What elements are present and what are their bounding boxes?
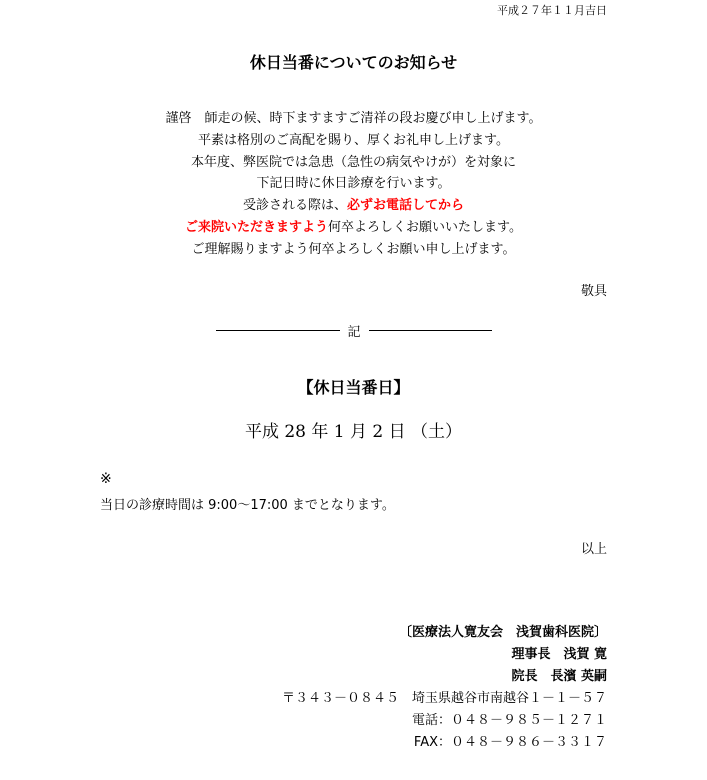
note-mark: ※ [100, 471, 112, 487]
separator-line-right [369, 330, 493, 331]
notice-date: 平成２７年１１月吉日 [497, 4, 607, 17]
emphasis-visit: ご来院いただきますよう [185, 219, 329, 235]
body-line-2: 平素は格別のご高配を賜り、厚くお礼申し上げます。 [198, 132, 509, 148]
holiday-date: 平成 28 年 1 月 2 日 （土） [244, 422, 463, 442]
body-line-4: 下記日時に休日診療を行います。 [256, 176, 451, 192]
note-text: 当日の診療時間は 9:00～17:00 までとなります。 [100, 498, 395, 513]
body-line-5 [0, 195, 707, 217]
body-line-6 [0, 217, 707, 239]
director-name: 院長 長濱 英嗣 [511, 669, 607, 684]
greeting-line: 謹啓 師走の候、時下ますますご清祥の段お慶び申し上げます。 [165, 111, 542, 126]
ki-separator [216, 320, 492, 340]
body-line-3: 本年度、弊医院では急患（急性の病気やけが）を対象に [190, 154, 516, 170]
body-line-5-prefix: 受診される際は、 [242, 198, 347, 214]
body-line-6-suffix: 何卒よろしくお願いいたします。 [328, 219, 522, 235]
notice-title: 休日当番についてのお知らせ [249, 53, 458, 72]
emphasis-call-first: 必ずお電話してから [347, 198, 465, 214]
clinic-address: 〒３４３－０８４５ 埼玉県越谷市南越谷１－１－５７ [281, 691, 607, 706]
clinic-phone: 電話：０４８－９８５－１２７１ [411, 713, 607, 728]
ki-label: 記 [347, 324, 361, 340]
closing-keigu: 敬具 [580, 284, 607, 299]
holiday-heading: 【休日当番日】 [297, 378, 410, 397]
chairman-name: 理事長 浅賀 寛 [511, 647, 607, 662]
separator-line-left [216, 330, 340, 331]
notice-body [0, 108, 707, 261]
signature-block [282, 622, 607, 754]
body-line-7: ご理解賜りますよう何卒よろしくお願い申し上げます。 [191, 241, 516, 257]
clinic-fax: FAX：０４８－９８６－３３１７ [413, 735, 607, 750]
closing-ijo: 以上 [580, 542, 607, 557]
clinic-name: 〔医療法人寛友会 浅賀歯科医院〕 [398, 625, 607, 640]
